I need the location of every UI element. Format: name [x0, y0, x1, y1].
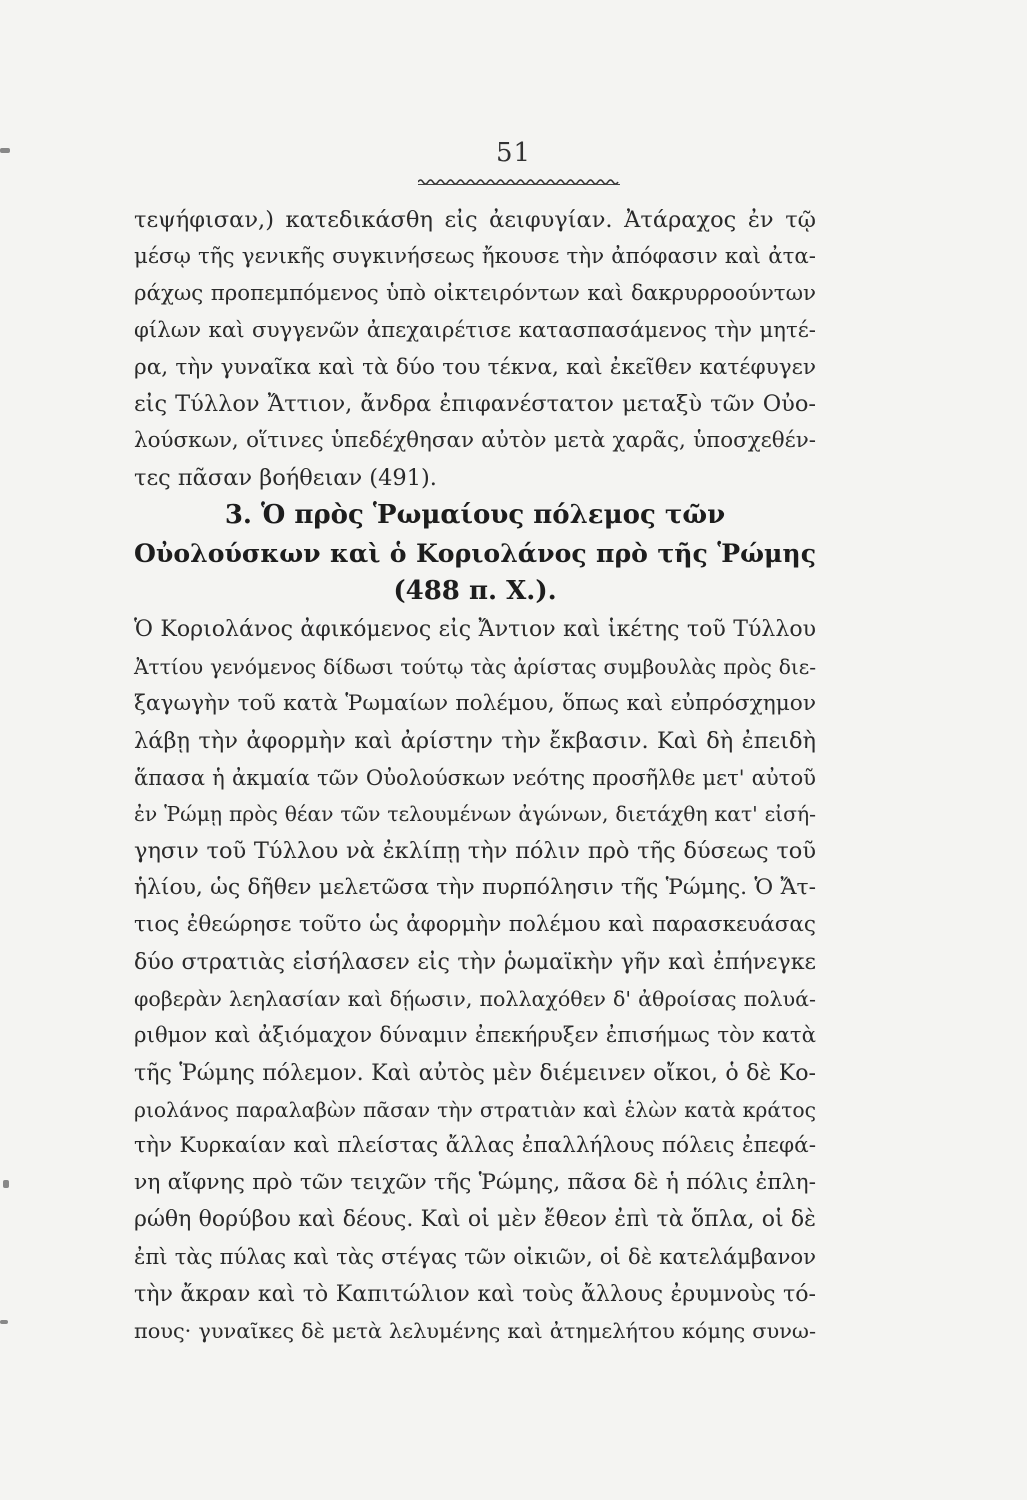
text-line: λούσκων, οἵτινες ὑπεδέχθησαν αὐτὸν μετὰ χαρᾶς, ὑποσχεθέν-: [134, 428, 816, 454]
text-line: ἅπασα ἡ ἀκμαία τῶν Οὐολούσκων νεότης προσῆλθε μετ' αὐτοῦ: [134, 764, 816, 790]
text-line: τῆς Ῥώμης πόλεμον. Καὶ αὐτὸς μὲν διέμεινεν οἴκοι, ὁ δὲ Κο-: [134, 1059, 816, 1086]
text-line: ρα, τὴν γυναῖκα καὶ τὰ δύο του τέκνα, καὶ ἐκεῖθεν κατέφυγεν: [134, 354, 816, 380]
text-line: εἰς Τύλλον Ἄττιον, ἄνδρα ἐπιφανέστατον μεταξὺ τῶν Οὐο-: [134, 391, 816, 418]
binding-mark: [3, 1180, 9, 1188]
text-line: Ὁ Κοριολάνος ἀφικόμενος εἰς Ἄντιον καὶ ἱκέτης τοῦ Τύλλου: [134, 617, 816, 642]
section-heading: [134, 496, 816, 610]
text-line: φίλων καὶ συγγενῶν ἀπεχαιρέτισε κατασπασάμενος τὴν μητέ-: [134, 317, 816, 343]
text-line: τὴν Κυρκαίαν καὶ πλείστας ἄλλας ἐπαλλήλους πόλεις ἐπεφά-: [134, 1133, 816, 1159]
text-line: γησιν τοῦ Τύλλου νὰ ἐκλίπῃ τὴν πόλιν πρὸ τῆς δύσεως τοῦ: [134, 838, 816, 865]
text-line: λάβῃ τὴν ἀφορμὴν καὶ ἀρίστην τὴν ἔκβασιν. Καὶ δὴ ἐπειδὴ: [134, 727, 816, 754]
text-line: μέσῳ τῆς γενικῆς συγκινήσεως ἤκουσε τὴν ἀπόφασιν καὶ ἀτα-: [134, 243, 816, 269]
text-line: τεψήφισαν,) κατεδικάσθη εἰς ἀειφυγίαν. Ἀτάραχος ἐν τῷ: [134, 207, 816, 233]
text-line: ριολάνος παραλαβὼν πᾶσαν τὴν στρατιὰν καὶ ἑλὼν κατὰ κράτος: [134, 1097, 816, 1122]
text-line: ἡλίου, ὡς δῆθεν μελετῶσα τὴν πυρπόλησιν τῆς Ῥώμης. Ὁ Ἄτ-: [134, 875, 816, 901]
heading-line: Οὐολούσκων καὶ ὁ Κοριολάνος πρὸ τῆς Ῥώμης: [134, 538, 816, 568]
binding-mark: [0, 1320, 8, 1324]
text-line: ἐπὶ τὰς πύλας καὶ τὰς στέγας τῶν οἰκιῶν, οἱ δὲ κατελάμβανον: [134, 1244, 816, 1270]
text-line: πους· γυναῖκες δὲ μετὰ λελυμένης καὶ ἀτημελήτου κόμης συνω-: [134, 1318, 816, 1343]
heading-line: (488 π. Χ.).: [393, 576, 557, 606]
paragraph-2: [134, 612, 816, 1350]
text-line: νη αἴφνης πρὸ τῶν τειχῶν τῆς Ῥώμης, πᾶσα δὲ ἡ πόλις ἐπλη-: [134, 1170, 816, 1196]
paragraph-1: [134, 202, 816, 497]
text-line: ρώθη θορύβου καὶ δέους. Καὶ οἱ μὲν ἔθεον ἐπὶ τὰ ὅπλα, οἱ δὲ: [134, 1207, 816, 1233]
ornament-rule: [418, 178, 620, 186]
text-line: ράχως προπεμπόμενος ὑπὸ οἰκτειρόντων καὶ δακρυρροούντων: [134, 280, 816, 306]
text-line: Ἀττίου γενόμενος δίδωσι τούτῳ τὰς ἀρίστας συμβουλὰς πρὸς διε-: [134, 654, 816, 679]
text-line: ἐν Ῥώμῃ πρὸς θέαν τῶν τελουμένων ἀγώνων, διετάχθη κατ' εἰσή-: [134, 802, 816, 827]
text-line: τὴν ἄκραν καὶ τὸ Καπιτώλιον καὶ τοὺς ἄλλους ἐρυμνοὺς τό-: [134, 1281, 816, 1308]
text-line: ξαγωγὴν τοῦ κατὰ Ῥωμαίων πολέμου, ὅπως καὶ εὐπρόσχημον: [134, 690, 816, 716]
heading-line: 3. Ὁ πρὸς Ῥωμαίους πόλεμος τῶν: [224, 500, 726, 530]
page-number: 51: [495, 138, 532, 168]
text-line: δύο στρατιὰς εἰσήλασεν εἰς τὴν ῥωμαϊκὴν γῆν καὶ ἐπήνεγκε: [134, 949, 816, 976]
text-line: τες πᾶσαν βοήθειαν (491).: [134, 465, 437, 492]
text-line: τιος ἐθεώρησε τοῦτο ὡς ἀφορμὴν πολέμου καὶ παρασκευάσας: [134, 912, 816, 938]
text-line: ριθμον καὶ ἀξιόμαχον δύναμιν ἐπεκήρυξεν ἐπισήμως τὸν κατὰ: [134, 1022, 816, 1048]
text-line: φοβερὰν λεηλασίαν καὶ δῄωσιν, πολλαχόθεν δ' ἀθροίσας πολυά-: [134, 986, 816, 1011]
